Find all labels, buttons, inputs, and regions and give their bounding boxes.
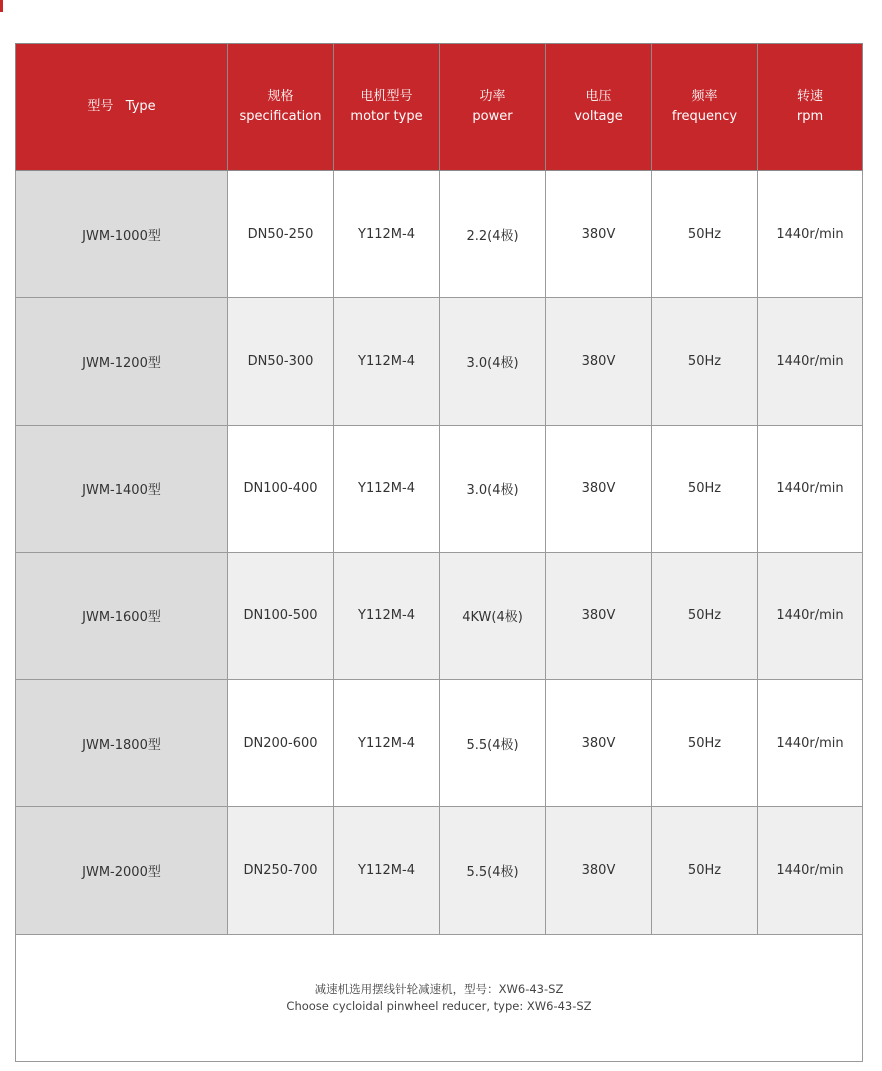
header-specification [228,44,334,171]
cell-motor-type: Y112M-4 [334,680,440,807]
header-power [440,44,546,171]
cell-frequency: 50Hz [652,807,758,934]
cell-rpm: 1440r/min [758,425,863,552]
cell-rpm: 1440r/min [758,171,863,298]
cell-type: JWM-2000型 [16,807,228,934]
cell-rpm: 1440r/min [758,680,863,807]
cell-power: 3.0(4极) [440,425,546,552]
table-row [16,680,863,807]
table-note-row [16,934,863,1061]
table-header-row [16,44,863,171]
cell-power: 2.2(4极) [440,171,546,298]
cell-frequency: 50Hz [652,171,758,298]
table-row [16,552,863,679]
table-row [16,425,863,552]
header-frequency-en: frequency [671,109,738,124]
cell-power: 3.0(4极) [440,298,546,425]
header-rpm [758,44,863,171]
cell-motor-type: Y112M-4 [334,425,440,552]
cell-motor-type: Y112M-4 [334,807,440,934]
cell-power: 5.5(4极) [440,807,546,934]
cell-motor-type: Y112M-4 [334,552,440,679]
header-specification-en: specification [239,109,322,124]
cell-voltage: 380V [546,680,652,807]
cell-rpm: 1440r/min [758,552,863,679]
cell-voltage: 380V [546,171,652,298]
spec-table [15,43,863,1062]
header-frequency [652,44,758,171]
note-text-cn: 减速机选用摆线针轮减速机，型号：XW6-43-SZ [314,981,564,996]
cell-frequency: 50Hz [652,680,758,807]
header-type-cn: 型号 [87,99,114,114]
table-row [16,807,863,934]
cell-frequency: 50Hz [652,425,758,552]
cell-voltage: 380V [546,552,652,679]
cell-motor-type: Y112M-4 [334,298,440,425]
cell-specification: DN100-400 [228,425,334,552]
header-rpm-cn: 转速 [796,89,823,104]
cell-frequency: 50Hz [652,298,758,425]
header-voltage [546,44,652,171]
header-type [16,44,228,171]
header-voltage-en: voltage [574,109,623,124]
cell-power: 5.5(4极) [440,680,546,807]
header-motor-type-cn: 电机型号 [360,89,413,104]
header-motor-type-en: motor type [350,109,423,124]
cell-motor-type: Y112M-4 [334,171,440,298]
header-power-en: power [472,109,513,124]
table-row [16,171,863,298]
cell-power: 4KW(4极) [440,552,546,679]
cell-specification: DN200-600 [228,680,334,807]
corner-accent-mark [0,0,3,12]
cell-type: JWM-1200型 [16,298,228,425]
cell-specification: DN100-500 [228,552,334,679]
cell-specification: DN50-250 [228,171,334,298]
cell-rpm: 1440r/min [758,807,863,934]
header-frequency-cn: 频率 [691,89,718,104]
note-text-en: Choose cycloidal pinwheel reducer, type: XW6-43-SZ [286,998,592,1013]
cell-rpm: 1440r/min [758,298,863,425]
cell-type: JWM-1800型 [16,680,228,807]
cell-type: JWM-1400型 [16,425,228,552]
cell-frequency: 50Hz [652,552,758,679]
header-rpm-en: rpm [796,109,824,124]
header-power-cn: 功率 [479,89,506,104]
cell-voltage: 380V [546,298,652,425]
note-cell [16,934,863,1061]
cell-voltage: 380V [546,807,652,934]
cell-voltage: 380V [546,425,652,552]
cell-specification: DN50-300 [228,298,334,425]
header-type-en: Type [125,99,156,114]
cell-specification: DN250-700 [228,807,334,934]
header-specification-cn: 规格 [267,89,294,104]
cell-type: JWM-1600型 [16,552,228,679]
cell-type: JWM-1000型 [16,171,228,298]
header-motor-type [334,44,440,171]
table-row [16,298,863,425]
header-voltage-cn: 电压 [585,89,612,104]
